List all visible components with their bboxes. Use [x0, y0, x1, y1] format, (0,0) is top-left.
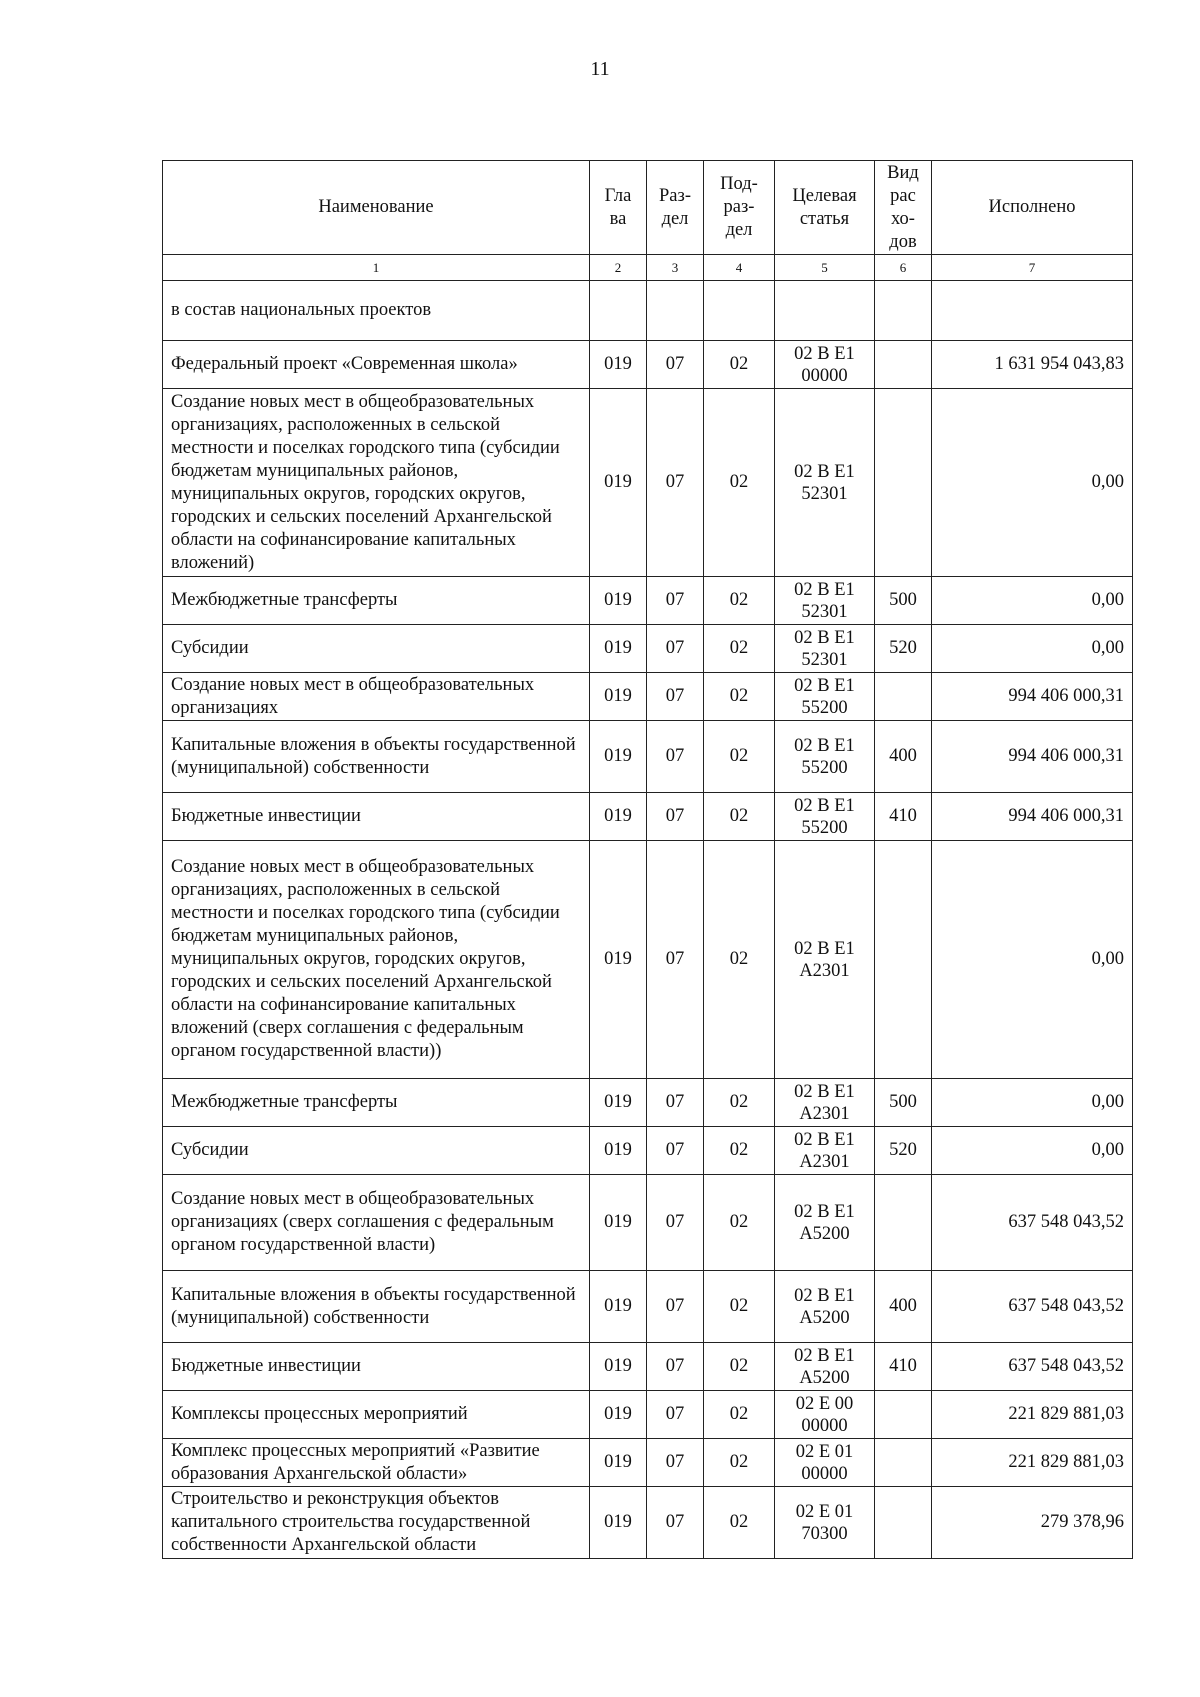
table-row [163, 341, 1133, 389]
row-subsection: 02 [704, 673, 775, 721]
row-chapter: 019 [590, 1343, 647, 1391]
row-amount: 279 378,96 [932, 1487, 1133, 1559]
row-name: Комплексы процессных мероприятий [163, 1391, 590, 1439]
column-number: 7 [932, 255, 1133, 281]
row-subsection: 02 [704, 1175, 775, 1271]
row-amount: 221 829 881,03 [932, 1439, 1133, 1487]
row-amount: 1 631 954 043,83 [932, 341, 1133, 389]
row-amount: 0,00 [932, 577, 1133, 625]
row-name: Создание новых мест в общеобразовательных организациях [163, 673, 590, 721]
row-name: Субсидии [163, 1127, 590, 1175]
row-subsection: 02 [704, 1439, 775, 1487]
table-row [163, 625, 1133, 673]
table-row [163, 1343, 1133, 1391]
column-number: 1 [163, 255, 590, 281]
row-chapter: 019 [590, 1079, 647, 1127]
row-amount: 994 406 000,31 [932, 793, 1133, 841]
row-expense-type [875, 389, 932, 577]
row-subsection: 02 [704, 841, 775, 1079]
row-target-item: 02 В Е1 52301 [775, 625, 875, 673]
row-amount: 0,00 [932, 1127, 1133, 1175]
header-chapter: Гла ва [590, 161, 647, 255]
row-section: 07 [647, 1391, 704, 1439]
row-target-item: 02 Е 01 00000 [775, 1439, 875, 1487]
column-number: 4 [704, 255, 775, 281]
row-chapter: 019 [590, 389, 647, 577]
row-target-item: 02 В Е1 А5200 [775, 1271, 875, 1343]
row-name: Создание новых мест в общеобразовательных организациях, расположенных в сельской местности и поселках городского типа (субсидии бюджетам муниципальных районов, муниципальных округов, городских округов, городских и сельских поселений Архангельской области на софинансирование капитальных вложений) [163, 389, 590, 577]
table-row [163, 721, 1133, 793]
table-row [163, 1175, 1133, 1271]
row-target-item: 02 В Е1 А5200 [775, 1175, 875, 1271]
row-section: 07 [647, 721, 704, 793]
table-row [163, 673, 1133, 721]
row-chapter: 019 [590, 625, 647, 673]
header-executed: Исполнено [932, 161, 1133, 255]
row-section: 07 [647, 1079, 704, 1127]
row-name: Субсидии [163, 625, 590, 673]
row-target-item: 02 В Е1 00000 [775, 341, 875, 389]
row-section: 07 [647, 793, 704, 841]
row-section: 07 [647, 1439, 704, 1487]
row-name: Комплекс процессных мероприятий «Развитие образования Архангельской области» [163, 1439, 590, 1487]
row-section: 07 [647, 577, 704, 625]
row-subsection: 02 [704, 721, 775, 793]
table-row [163, 1079, 1133, 1127]
row-expense-type: 500 [875, 577, 932, 625]
page-number: 11 [590, 58, 610, 80]
row-expense-type: 400 [875, 1271, 932, 1343]
row-section: 07 [647, 1343, 704, 1391]
table-row [163, 1487, 1133, 1559]
table-row [163, 577, 1133, 625]
row-chapter: 019 [590, 577, 647, 625]
row-chapter: 019 [590, 673, 647, 721]
row-chapter: 019 [590, 1127, 647, 1175]
row-subsection: 02 [704, 1127, 775, 1175]
table-row [163, 1127, 1133, 1175]
row-chapter: 019 [590, 1391, 647, 1439]
row-target-item: 02 В Е1 55200 [775, 721, 875, 793]
row-name: Межбюджетные трансферты [163, 1079, 590, 1127]
row-target-item: 02 Е 01 70300 [775, 1487, 875, 1559]
budget-table [162, 160, 1133, 1559]
row-amount: 994 406 000,31 [932, 673, 1133, 721]
row-section: 07 [647, 841, 704, 1079]
row-section: 07 [647, 1487, 704, 1559]
row-target-item: 02 В Е1 55200 [775, 793, 875, 841]
row-subsection: 02 [704, 1079, 775, 1127]
row-subsection: 02 [704, 1343, 775, 1391]
row-chapter: 019 [590, 1487, 647, 1559]
row-amount: 221 829 881,03 [932, 1391, 1133, 1439]
row-target-item: 02 В Е1 55200 [775, 673, 875, 721]
header-target-item: Целевая статья [775, 161, 875, 255]
table-row [163, 1391, 1133, 1439]
column-number: 6 [875, 255, 932, 281]
column-number: 2 [590, 255, 647, 281]
row-subsection: 02 [704, 1391, 775, 1439]
header-row [163, 161, 1133, 255]
row-amount: 0,00 [932, 841, 1133, 1079]
row-name: Строительство и реконструкция объектов капитального строительства государственной собственности Архангельской области [163, 1487, 590, 1559]
row-section: 07 [647, 673, 704, 721]
row-section: 07 [647, 1127, 704, 1175]
header-subsection: Под- раз- дел [704, 161, 775, 255]
row-expense-type [875, 341, 932, 389]
row-section: 07 [647, 1271, 704, 1343]
header-name: Наименование [163, 161, 590, 255]
row-name: Федеральный проект «Современная школа» [163, 341, 590, 389]
row-chapter: 019 [590, 793, 647, 841]
row-expense-type [875, 1439, 932, 1487]
row-subsection: 02 [704, 1487, 775, 1559]
row-target-item: 02 В Е1 52301 [775, 389, 875, 577]
row-chapter: 019 [590, 1175, 647, 1271]
table-row [163, 1271, 1133, 1343]
row-name: Межбюджетные трансферты [163, 577, 590, 625]
row-amount: 0,00 [932, 389, 1133, 577]
row-name: Создание новых мест в общеобразовательных организациях, расположенных в сельской местности и поселках городского типа (субсидии бюджетам муниципальных районов, муниципальных округов, городских округов, городских и сельских поселений Архангельской области на софинансирование капитальных вложений (сверх соглашения с федеральным органом государственной власти)) [163, 841, 590, 1079]
header-expense-type: Вид рас хо- дов [875, 161, 932, 255]
table-row [163, 389, 1133, 577]
row-name: Бюджетные инвестиции [163, 1343, 590, 1391]
row-expense-type: 520 [875, 625, 932, 673]
row-chapter: 019 [590, 341, 647, 389]
row-target-item: 02 В Е1 А5200 [775, 1343, 875, 1391]
row-expense-type [875, 841, 932, 1079]
continuation-row [163, 281, 1133, 341]
row-amount: 637 548 043,52 [932, 1343, 1133, 1391]
row-section: 07 [647, 1175, 704, 1271]
row-section: 07 [647, 389, 704, 577]
row-expense-type: 410 [875, 1343, 932, 1391]
row-expense-type [875, 1175, 932, 1271]
row-amount: 994 406 000,31 [932, 721, 1133, 793]
row-subsection: 02 [704, 389, 775, 577]
row-amount: 0,00 [932, 1079, 1133, 1127]
row-expense-type: 410 [875, 793, 932, 841]
row-expense-type: 520 [875, 1127, 932, 1175]
row-expense-type [875, 1487, 932, 1559]
row-expense-type: 500 [875, 1079, 932, 1127]
table-row [163, 841, 1133, 1079]
row-expense-type [875, 673, 932, 721]
row-subsection: 02 [704, 1271, 775, 1343]
row-subsection: 02 [704, 625, 775, 673]
row-section: 07 [647, 625, 704, 673]
table-row [163, 793, 1133, 841]
row-target-item: 02 В Е1 А2301 [775, 841, 875, 1079]
column-number: 3 [647, 255, 704, 281]
row-expense-type [875, 1391, 932, 1439]
row-chapter: 019 [590, 1271, 647, 1343]
row-amount: 637 548 043,52 [932, 1175, 1133, 1271]
header-section: Раз- дел [647, 161, 704, 255]
row-target-item: 02 В Е1 А2301 [775, 1079, 875, 1127]
row-chapter: 019 [590, 841, 647, 1079]
row-expense-type: 400 [875, 721, 932, 793]
table-row [163, 1439, 1133, 1487]
row-amount: 0,00 [932, 625, 1133, 673]
row-target-item: 02 Е 00 00000 [775, 1391, 875, 1439]
row-chapter: 019 [590, 1439, 647, 1487]
row-name: Создание новых мест в общеобразовательных организациях (сверх соглашения с федеральным органом государственной власти) [163, 1175, 590, 1271]
row-chapter: 019 [590, 721, 647, 793]
row-subsection: 02 [704, 793, 775, 841]
row-name: Капитальные вложения в объекты государственной (муниципальной) собственности [163, 1271, 590, 1343]
row-target-item: 02 В Е1 А2301 [775, 1127, 875, 1175]
continuation-text: в состав национальных проектов [163, 281, 590, 341]
column-number: 5 [775, 255, 875, 281]
row-amount: 637 548 043,52 [932, 1271, 1133, 1343]
row-target-item: 02 В Е1 52301 [775, 577, 875, 625]
row-section: 07 [647, 341, 704, 389]
row-name: Капитальные вложения в объекты государственной (муниципальной) собственности [163, 721, 590, 793]
column-number-row [163, 255, 1133, 281]
row-name: Бюджетные инвестиции [163, 793, 590, 841]
row-subsection: 02 [704, 577, 775, 625]
row-subsection: 02 [704, 341, 775, 389]
